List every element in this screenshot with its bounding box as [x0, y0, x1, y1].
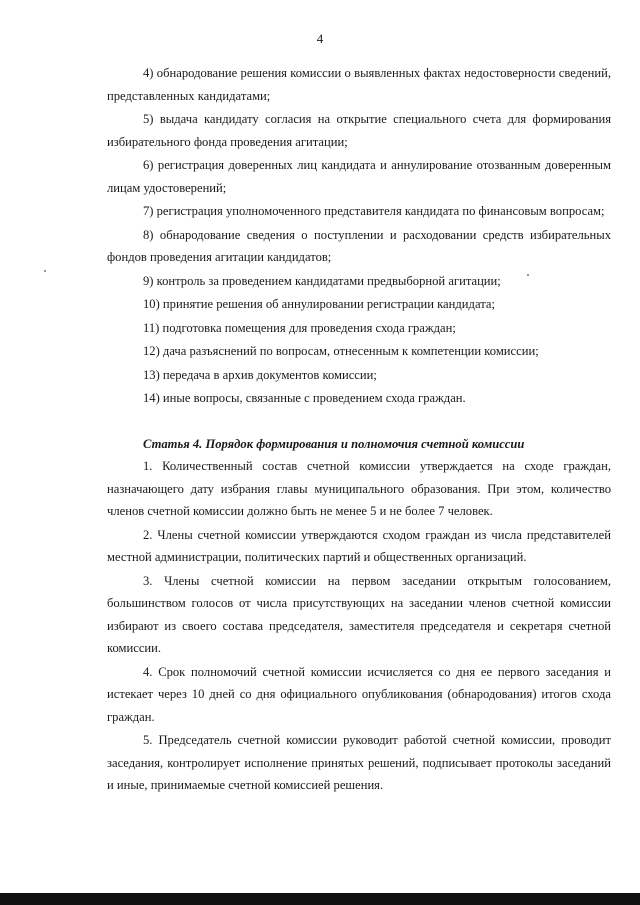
article-paragraph: 2. Члены счетной комиссии утверждаются сходом граждан из числа представителей местной администрации, политических партий и общественных организаций. [107, 527, 611, 564]
article-paragraph: 3. Члены счетной комиссии на первом заседании открытым голосованием, большинством голосов от числа присутствующих на заседании членов счетной комиссии избирают из своего состава председателя, заместителя председателя и секретаря счетной комиссии. [107, 573, 611, 655]
list-item: 8) обнародование сведения о поступлении и расходовании средств избирательных фондов проведения агитации кандидатов; [107, 227, 611, 264]
list-item: 12) дача разъяснений по вопросам, отнесенным к компетенции комиссии; [143, 344, 539, 358]
list-item: 7) регистрация уполномоченного представителя кандидата по финансовым вопросам; [143, 204, 605, 218]
scan-speck [44, 270, 46, 272]
scan-edge-bar [0, 893, 640, 905]
article-paragraph: 1. Количественный состав счетной комиссии утверждается на сходе граждан, назначающего дату избрания главы муниципального образования. При этом, количество членов счетной комиссии должно быть не менее 5 и не более 7 человек. [107, 459, 611, 518]
list-item: 5) выдача кандидату согласия на открытие специального счета для формирования избирательного фонда проведения агитации; [107, 112, 611, 149]
document-body [107, 62, 611, 797]
list-item: 14) иные вопросы, связанные с проведением схода граждан. [143, 391, 466, 405]
article-paragraph: 4. Срок полномочий счетной комиссии исчисляется со дня ее первого заседания и истекает через 10 дней со дня официального опубликования (обнародования) итогов схода граждан. [107, 664, 611, 724]
page-number: 4 [316, 31, 324, 46]
list-item: 10) принятие решения об аннулировании регистрации кандидата; [143, 297, 495, 311]
article-paragraph: 5. Председатель счетной комиссии руководит работой счетной комиссии, проводит заседания, контролирует исполнение принятых решений, подписывает протоколы заседаний и иные, принимаемые счетной комиссией решения. [107, 733, 611, 792]
scan-speck [527, 274, 529, 276]
article-heading: Статья 4. Порядок формирования и полномочия счетной комиссии [143, 436, 525, 451]
list-item: 4) обнародование решения комиссии о выявленных фактах недостоверности сведений, представленных кандидатами; [107, 66, 611, 103]
list-item: 9) контроль за проведением кандидатами предвыборной агитации; [143, 273, 501, 288]
list-item: 6) регистрация доверенных лиц кандидата и аннулирование отозванным доверенным лицам удостоверений; [107, 158, 611, 195]
list-item: 11) подготовка помещения для проведения схода граждан; [143, 320, 456, 335]
list-item: 13) передача в архив документов комиссии; [143, 367, 377, 382]
